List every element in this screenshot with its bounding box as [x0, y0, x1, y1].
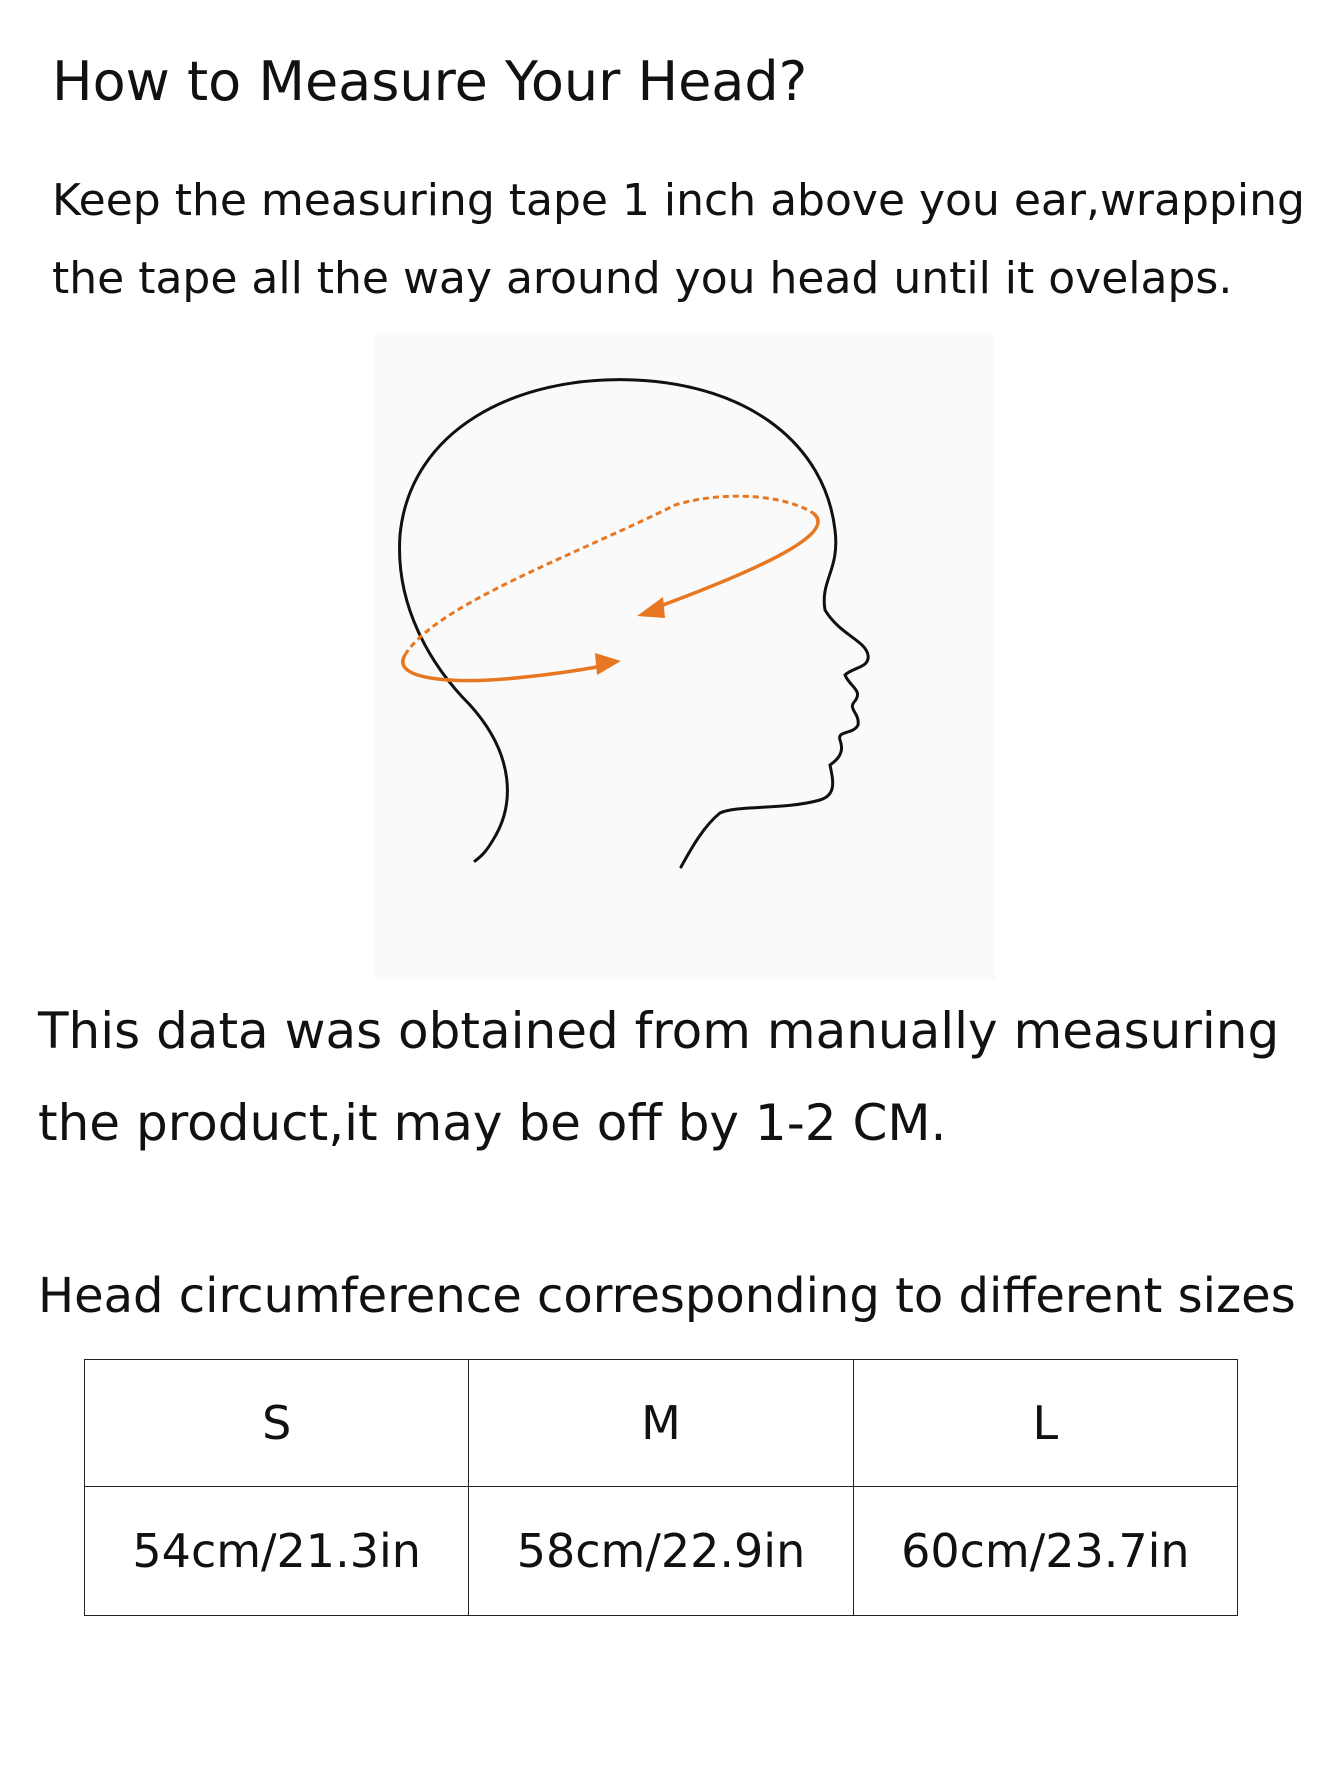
head-diagram [375, 335, 995, 980]
neck-outline [470, 705, 507, 861]
measurement-disclaimer [38, 985, 1318, 1169]
measuring-instructions [52, 162, 1312, 318]
measuring-tape-front [655, 513, 818, 608]
disclaimer-line-1: This data was obtained from manually measuring [38, 1002, 1280, 1060]
measuring-tape-back [405, 496, 813, 655]
disclaimer-line-2: the product,it may be off by 1-2 CM. [38, 1094, 947, 1152]
head-measurement-illustration [375, 335, 995, 980]
size-label-m: M [469, 1360, 853, 1487]
instructions-line-2: the tape all the way around you head until it ovelaps. [52, 253, 1233, 304]
size-value-l: 60cm/23.7in [853, 1487, 1237, 1616]
size-header-row [85, 1360, 1238, 1487]
size-table [84, 1359, 1238, 1616]
size-value-row [85, 1487, 1238, 1616]
head-outline [400, 380, 869, 867]
tape-arrow-right [595, 653, 621, 675]
size-value-m: 58cm/22.9in [469, 1487, 853, 1616]
size-label-l: L [853, 1360, 1237, 1487]
size-value-s: 54cm/21.3in [85, 1487, 469, 1616]
tape-arrow-left [637, 597, 665, 618]
size-label-s: S [85, 1360, 469, 1487]
instructions-line-1: Keep the measuring tape 1 inch above you ear,wrapping [52, 175, 1305, 226]
size-table-caption: Head circumference corresponding to different sizes [38, 1268, 1296, 1324]
page-title: How to Measure Your Head? [52, 50, 808, 113]
